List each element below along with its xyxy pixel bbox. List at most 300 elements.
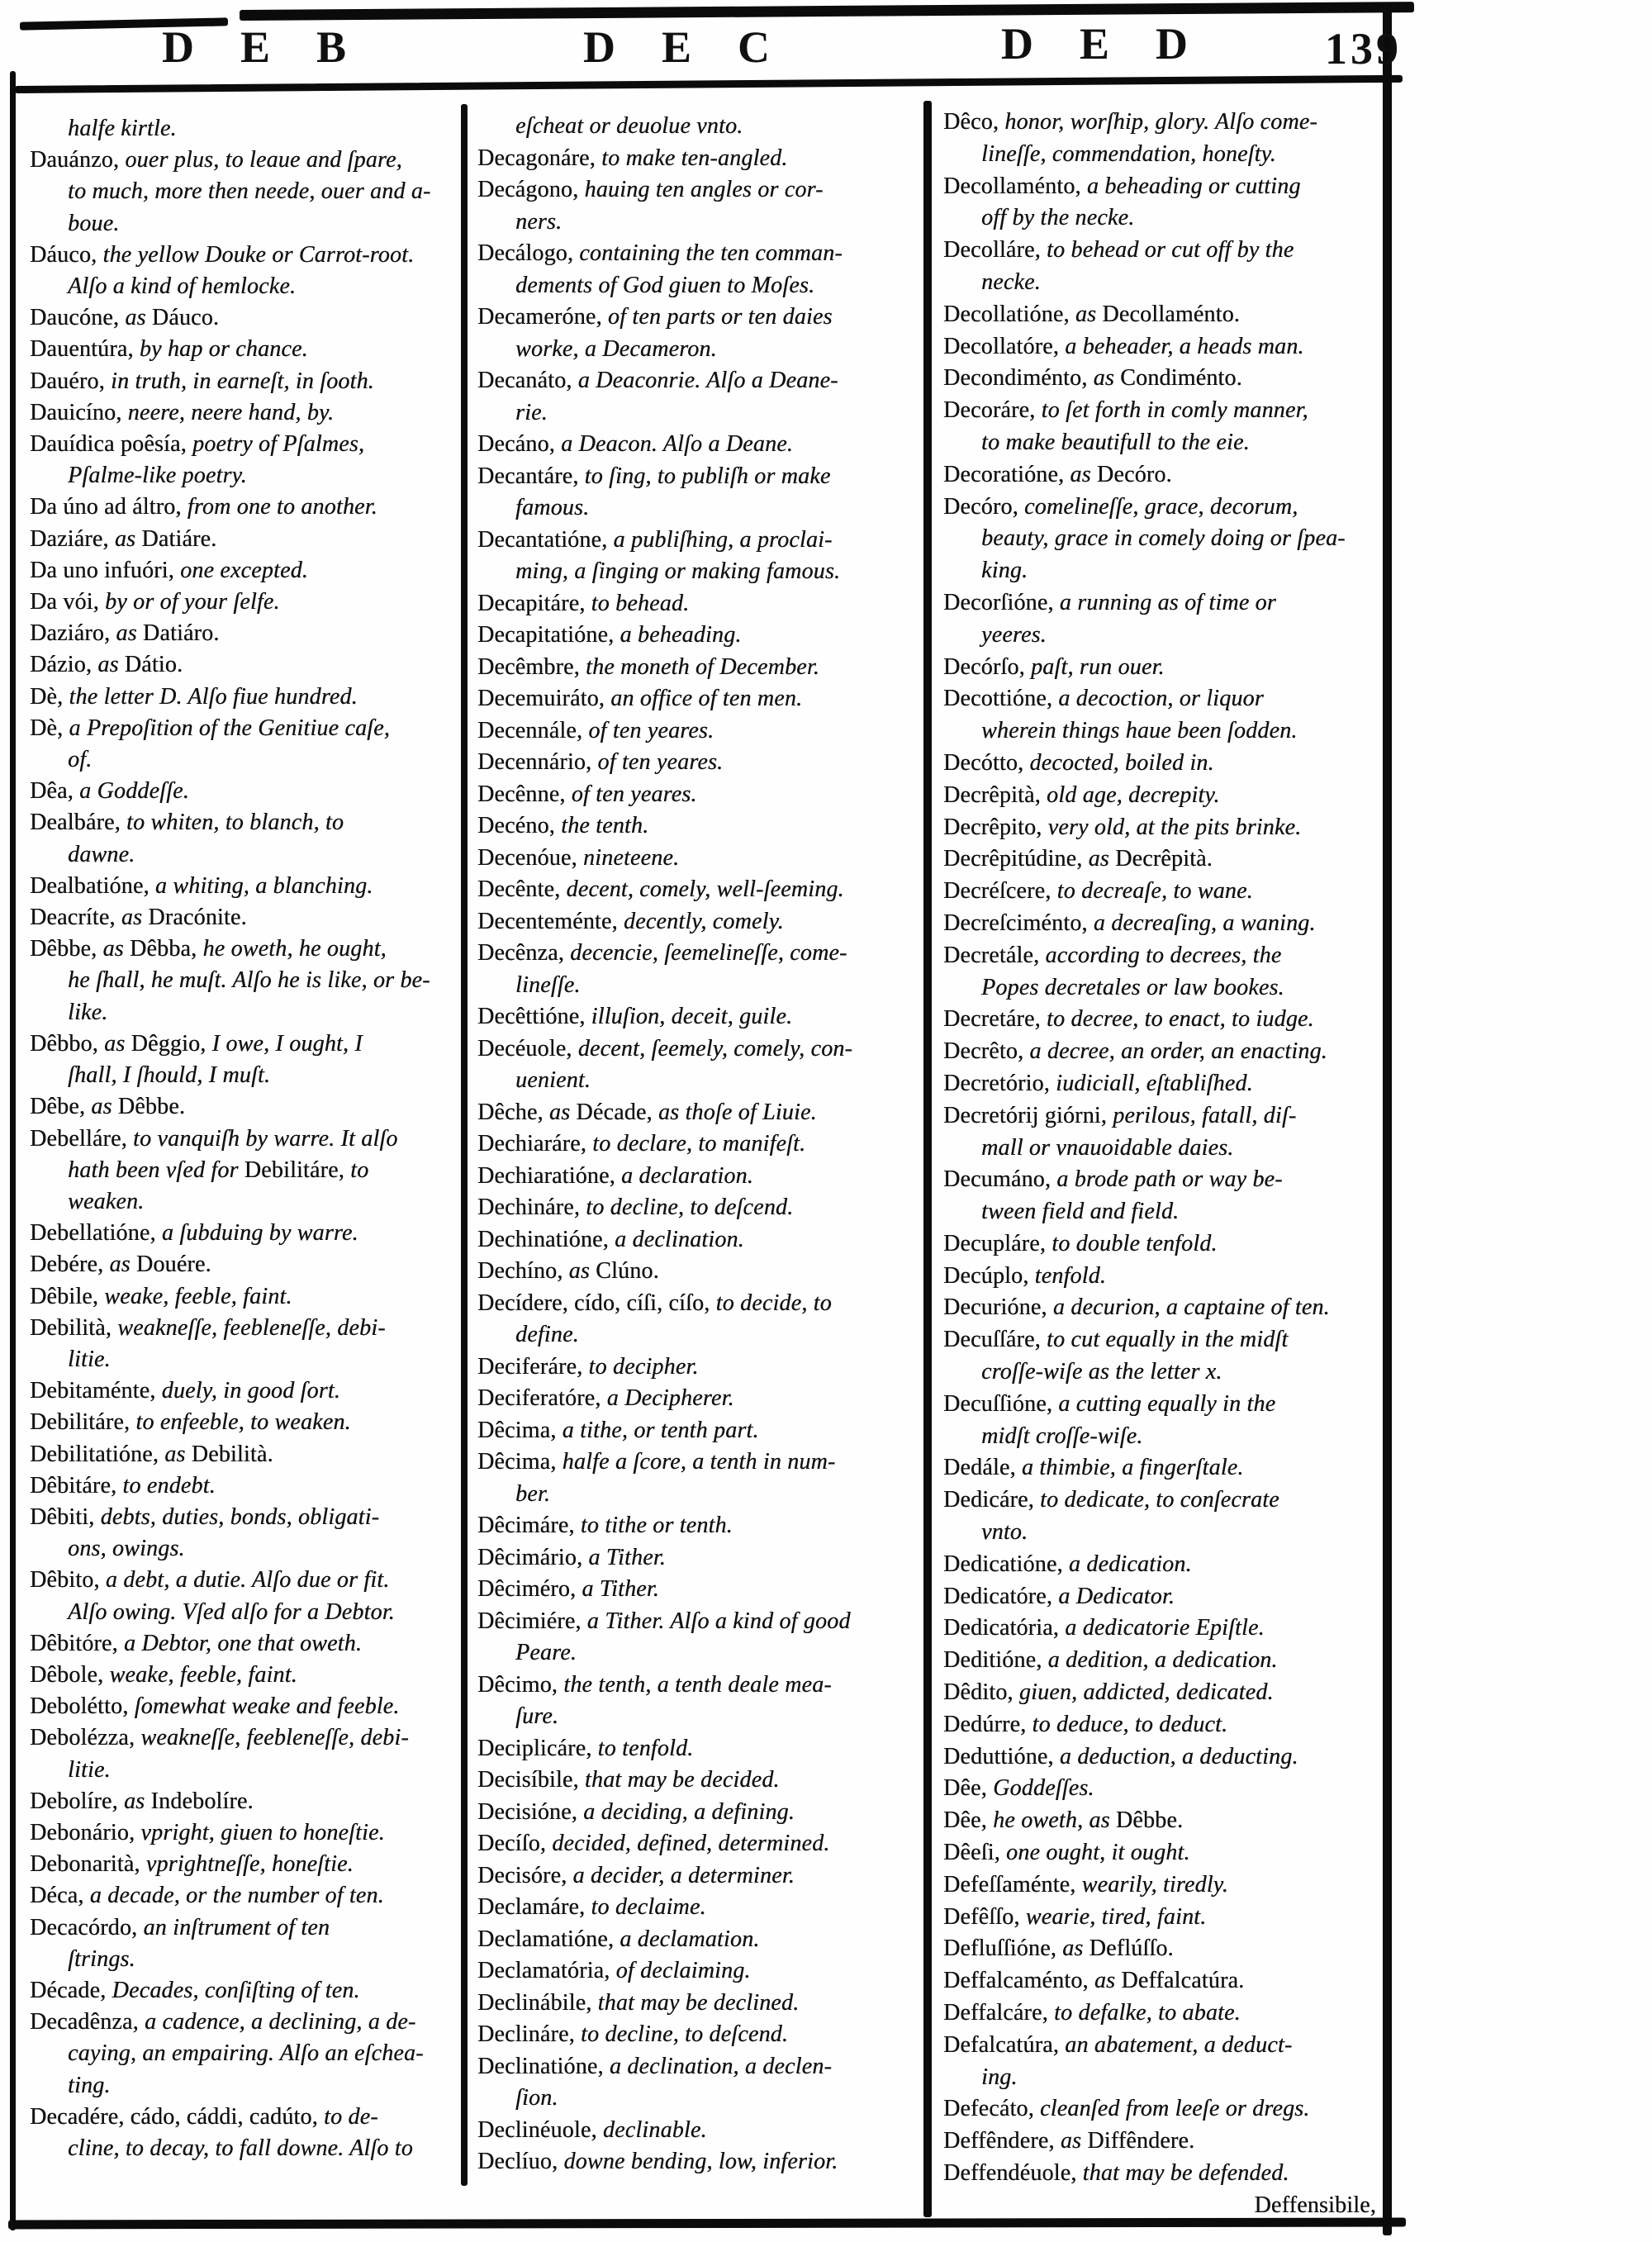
headword-text: Declamatióne, [477, 1926, 620, 1952]
continuation-line [30, 2133, 463, 2164]
entry-line [943, 1164, 1381, 1196]
gloss-text: as thoſe of Liuie. [657, 1099, 817, 1125]
continuation-line [943, 1133, 1381, 1165]
gloss-text: to [350, 1157, 369, 1183]
entry-line [477, 1510, 923, 1542]
headword-text: Dauídica poêsía, [30, 431, 192, 458]
entry-line [477, 1955, 923, 1988]
continuation-line [477, 1319, 923, 1351]
entry-line [477, 1797, 923, 1829]
headword-text: Defêſſo, [943, 1903, 1026, 1930]
continuation-line [477, 111, 923, 143]
headword-text: Dedále, [943, 1455, 1022, 1481]
headword-text: Decapitáre, [477, 590, 591, 616]
headword-text: Decisóre, [477, 1862, 573, 1888]
headword-text: Deflúſſo. [1089, 1936, 1174, 1962]
entry-line [477, 1765, 923, 1797]
entry-line [943, 1965, 1381, 1997]
gloss-text: to decline, to deſcend. [586, 1195, 794, 1220]
gloss-text: weake, feeble, faint. [109, 1661, 297, 1688]
gloss-text: ouer plus, to leaue and ſpare, [125, 147, 402, 173]
headword-text: Dêbiti, [30, 1503, 101, 1530]
continuation-line [477, 397, 923, 430]
entry-line [30, 1849, 463, 1880]
gloss-text: of ten parts or ten daies [607, 304, 833, 330]
gloss-text: of ten yeares. [588, 717, 714, 743]
headword-text: Debilità. [191, 1441, 273, 1467]
gloss-text: that may be declined. [597, 1989, 800, 2016]
gloss-text: lineſſe. [515, 971, 581, 998]
gloss-text: ſion. [515, 2085, 558, 2111]
headword-text: Decrêpità, [943, 781, 1047, 808]
gloss-text: to ſet forth in comly manner, [1041, 397, 1308, 424]
headword-text: Decrêpito, [943, 814, 1048, 840]
entry-line [943, 1068, 1381, 1100]
gloss-text: as [123, 1788, 151, 1814]
entry-line [943, 1805, 1381, 1837]
headword-text: Decisióne, [477, 1798, 584, 1825]
gloss-text: the tenth, a tenth deale mea- [563, 1671, 832, 1698]
headword-text: Declíuo, [477, 2149, 564, 2174]
entry-line [477, 143, 923, 175]
headword-text: Debére, [30, 1252, 110, 1278]
gloss-text: a declination, a declen- [609, 2053, 833, 2079]
gloss-text: decent, ſeemely, comely, con- [577, 1035, 853, 1062]
gloss-text: wherein things haue been ſodden. [981, 718, 1298, 744]
headword-text: Dedúrre, [943, 1711, 1032, 1737]
gloss-text: litie. [68, 1346, 111, 1372]
running-header-ded: DED [1001, 19, 1235, 69]
gloss-text: litie. [68, 1756, 111, 1783]
continuation-line [477, 1065, 923, 1097]
entry-line [30, 1691, 463, 1722]
entry-line [943, 652, 1381, 684]
entry-line [477, 238, 923, 270]
headword-text: Decantatióne, [477, 526, 614, 553]
gloss-text: illuſion, deceit, guile. [591, 1004, 793, 1029]
continuation-line [477, 270, 923, 302]
gloss-text: king. [981, 558, 1028, 584]
headword-text: Deacríte, [30, 905, 121, 931]
headword-text: Decrêto, [943, 1038, 1030, 1065]
headword-text: Debolétto, [30, 1693, 135, 1720]
headword-text: Dauánzo, [30, 147, 126, 173]
gloss-text: to decide, to [715, 1290, 832, 1316]
headword-text: Dêciméro, [477, 1576, 582, 1602]
headword-text: Decuſſióne, [943, 1390, 1059, 1417]
entry-line [30, 1407, 463, 1438]
entry-line [943, 1389, 1381, 1421]
entry-line [477, 2019, 923, 2051]
gloss-text: Decades, conſiſting of ten. [112, 1977, 360, 2003]
headword-text: Dêbbe. [117, 1094, 186, 1120]
entry-line [30, 1439, 463, 1470]
headword-text: Dêche, [477, 1099, 549, 1125]
entry-line [477, 302, 923, 334]
gloss-text: to make ten-angled. [601, 145, 788, 171]
gloss-text: a Deaconrie. Alſo a Deane- [577, 368, 838, 393]
gloss-text: define. [515, 1322, 579, 1347]
continuation-line [30, 965, 463, 996]
gloss-text: famous. [515, 495, 590, 520]
continuation-line [477, 1479, 923, 1511]
gloss-text: a dedication. [1068, 1551, 1192, 1577]
gloss-text: I owe, I ought, I [211, 1030, 363, 1057]
headword-text: Deffensibile, [1254, 2192, 1376, 2218]
gloss-text: a beheader, a heads man. [1065, 333, 1304, 359]
gloss-text: an inſtrument of ten [143, 1914, 330, 1940]
headword-text: Da uno infuóri, [30, 557, 181, 583]
entry-line [943, 331, 1381, 363]
entry-line [477, 1860, 923, 1893]
entry-line [943, 459, 1381, 492]
entry-line [943, 876, 1381, 908]
continuation-line [943, 715, 1381, 748]
continuation-line [943, 427, 1381, 459]
gloss-text: to behead. [591, 590, 690, 616]
gloss-text: ons, owings. [68, 1536, 185, 1562]
headword-text: Dechíno, [477, 1258, 569, 1284]
entry-line [477, 1988, 923, 2020]
gloss-text: as [102, 936, 130, 962]
headword-text: Decreſciménto, [943, 910, 1094, 936]
gloss-text: containing the ten comman- [579, 240, 843, 266]
gloss-text: ber. [515, 1480, 551, 1507]
gloss-text: neere, neere hand, by. [127, 399, 335, 425]
gloss-text: to deduce, to deduct. [1032, 1711, 1228, 1737]
gloss-text: lineſſe, commendation, honeſty. [981, 140, 1276, 167]
continuation-line [30, 1944, 463, 1975]
headword-text: Declinábile, [477, 1989, 598, 2016]
gloss-text: as [116, 620, 143, 647]
entry-line [30, 1091, 463, 1123]
headword-text: Déca, [30, 1883, 90, 1909]
entry-line [30, 524, 463, 555]
gloss-text: duely, in good ſort. [161, 1378, 340, 1404]
continuation-line [30, 271, 463, 302]
headword-text: Decupláre, [943, 1230, 1052, 1256]
headword-text: Dechinatióne, [477, 1226, 615, 1252]
gloss-text: iudiciall, eſtabliſhed. [1056, 1070, 1253, 1096]
entry-line [943, 1869, 1381, 1902]
entry-line [943, 1452, 1381, 1484]
entry-line [943, 2158, 1381, 2190]
headword-text: Décade, [30, 1977, 112, 2003]
gloss-text: one excepted. [180, 557, 309, 583]
entry-line [477, 1670, 923, 1702]
entry-line [477, 683, 923, 715]
entry-line [477, 1606, 923, 1638]
headword-text: Dáuco, [30, 241, 103, 268]
entry-line [30, 1123, 463, 1155]
gloss-text: vprightneſſe, honeſtie. [145, 1851, 354, 1878]
entry-line [477, 1097, 923, 1129]
continuation-line [30, 1155, 463, 1186]
headword-text: Decéuole, [477, 1035, 578, 1062]
gloss-text: a Tither. [582, 1576, 659, 1602]
gloss-text: comelineſſe, grace, decorum, [1024, 493, 1298, 520]
headword-text: Decennário, [477, 749, 598, 775]
gloss-text: to decreaſe, to wane. [1056, 878, 1253, 905]
entry-line [30, 587, 463, 618]
entry-line [943, 587, 1381, 620]
gloss-text: weakneſſe, feebleneſſe, debi- [117, 1314, 386, 1341]
gloss-text: weakneſſe, feebleneſſe, debi- [140, 1725, 409, 1751]
entry-line [943, 235, 1381, 267]
headword-text: Dedicáre, [943, 1487, 1041, 1513]
gloss-text: a dedicatorie Epiſtle. [1065, 1615, 1265, 1641]
entry-line [30, 555, 463, 587]
headword-text: Debilitatióne, [30, 1441, 165, 1467]
entry-line [30, 2102, 463, 2133]
headword-text: Dechiaráre, [477, 1131, 593, 1157]
gloss-text: a decreaſing, a waning. [1093, 910, 1316, 936]
continuation-line [943, 523, 1381, 555]
gloss-text: of ten yeares. [571, 781, 697, 807]
headword-text: Decenteménte, [477, 908, 624, 934]
headword-text: Dázio, [30, 652, 98, 678]
headword-text: Decênza, [477, 940, 571, 966]
continuation-line [943, 1196, 1381, 1228]
headword-text: Dechináre, [477, 1195, 586, 1220]
headword-text: Decêttióne, [477, 1004, 591, 1029]
gloss-text: he ſhall, he muſt. Alſo he is like, or be- [68, 967, 430, 994]
entry-line [30, 1470, 463, 1502]
headword-text: Decrêpitúdine, [943, 846, 1089, 872]
entry-line [477, 938, 923, 970]
gloss-text: as [104, 1030, 131, 1057]
entry-line [30, 240, 463, 271]
entry-line [477, 1733, 923, 1765]
headword-text: Decretále, [943, 942, 1046, 968]
entry-line [477, 1924, 923, 1956]
page-number: 139 [1325, 24, 1402, 74]
gloss-text: downe bending, low, inferior. [563, 2149, 838, 2174]
gloss-text: as [1070, 461, 1097, 487]
gloss-text: to decree, to enact, to iudge. [1047, 1006, 1314, 1033]
gloss-text: an office of ten men. [610, 686, 803, 711]
gloss-text: to double tenfold. [1051, 1230, 1218, 1256]
headword-text: Decanáto, [477, 368, 578, 393]
headword-text: Dè, [30, 683, 69, 710]
gloss-text: uenient. [515, 1067, 591, 1093]
gloss-text: the tenth. [561, 813, 649, 838]
headword-text: Decágono, [477, 177, 585, 202]
entry-line [477, 747, 923, 779]
gloss-text: to endebt. [122, 1472, 216, 1499]
gloss-text: one ought, it ought. [1006, 1840, 1190, 1866]
continuation-line [30, 176, 463, 207]
gloss-text: midſt croſſe-wiſe. [981, 1423, 1143, 1449]
entry-line [943, 1997, 1381, 2030]
running-header-deb: DEB [162, 22, 393, 72]
headword-text: Decottióne, [943, 686, 1059, 712]
entry-line [943, 1228, 1381, 1261]
dictionary-column-dec [477, 111, 923, 2178]
gloss-text: honor, worſhip, glory. Alſo come- [1004, 109, 1317, 135]
entry-line [943, 843, 1381, 876]
gloss-text: Alſo a kind of hemlocke. [68, 273, 297, 300]
headword-text: Dêco, [943, 109, 1005, 135]
headword-text: Dátio. [124, 652, 183, 678]
entry-line [943, 1549, 1381, 1581]
entry-line [943, 748, 1381, 780]
headword-text: Dedicatóre, [943, 1583, 1059, 1609]
entry-line [943, 363, 1381, 395]
headword-text: Dêcimário, [477, 1544, 589, 1570]
entry-line [30, 1313, 463, 1344]
entry-line [477, 810, 923, 843]
continuation-line [943, 1356, 1381, 1389]
headword-text: Decóro. [1096, 461, 1172, 487]
headword-text: Decuſſáre, [943, 1327, 1047, 1353]
gloss-text: as [548, 1099, 577, 1125]
entry-line [477, 843, 923, 875]
headword-text: Condiménto. [1120, 365, 1242, 392]
headword-text: Decíſo, [477, 1831, 553, 1856]
headword-text: Debolézza, [30, 1725, 141, 1751]
entry-line [477, 1542, 923, 1575]
continuation-line [943, 1421, 1381, 1453]
headword-text: Clúno. [596, 1258, 659, 1284]
entry-line [477, 715, 923, 748]
gloss-text: from one to another. [187, 494, 377, 520]
entry-line [30, 776, 463, 807]
headword-text: Dedicatióne, [943, 1551, 1069, 1577]
entry-line [943, 1613, 1381, 1645]
entry-line [943, 1709, 1381, 1741]
headword-text: Decadére, cádo, cáddi, cadúto, [30, 2103, 325, 2130]
headword-text: Dedicatória, [943, 1615, 1066, 1641]
gloss-text: rie. [515, 399, 548, 425]
headword-text: Dêbito, [30, 1567, 106, 1594]
headword-text: Dracónite. [148, 905, 247, 931]
headword-text: Dêbile, [30, 1283, 105, 1309]
continuation-line [30, 1597, 463, 1628]
entry-line [477, 652, 923, 684]
column-divider-2 [923, 101, 932, 2217]
entry-line [943, 940, 1381, 972]
gloss-text: vnto. [981, 1519, 1028, 1546]
gloss-text: to much, more then neede, ouer and a- [68, 178, 431, 205]
headword-text: Decumáno, [943, 1166, 1057, 1193]
entry-line [30, 682, 463, 713]
gloss-text: beauty, grace in comely doing or ſpea- [981, 525, 1346, 552]
gloss-text: perilous, fatall, diſ- [1113, 1102, 1297, 1128]
entry-line [30, 334, 463, 365]
continuation-line [477, 334, 923, 366]
entry-line [477, 2146, 923, 2178]
entry-line [477, 365, 923, 397]
headword-text: Decolláre, [943, 237, 1047, 264]
entry-line [30, 366, 463, 397]
headword-text: Deffendéuole, [943, 2160, 1083, 2186]
gloss-text: giuen, addicted, dedicated. [1018, 1679, 1274, 1706]
headword-text: Decenóue, [477, 844, 583, 871]
gloss-text: wearily, tiredly. [1081, 1871, 1228, 1898]
entry-line [943, 1773, 1381, 1805]
continuation-line [477, 207, 923, 239]
continuation-line [943, 1517, 1381, 1549]
entry-line [477, 1224, 923, 1256]
headword-text: Decollatióne, [943, 301, 1075, 327]
headword-text: Declinéuole, [477, 2116, 603, 2143]
headword-text: Decoráre, [943, 397, 1042, 424]
gloss-text: ſure. [515, 1703, 559, 1729]
gloss-text: old age, decrepity. [1047, 781, 1220, 808]
gloss-text: mall or vnauoidable daies. [981, 1134, 1234, 1161]
gloss-text: as [121, 905, 149, 931]
gloss-text: cline, to decay, to fall downe. Alſo to [68, 2135, 413, 2161]
entry-line [477, 1033, 923, 1066]
entry-line [477, 1446, 923, 1479]
entry-line [30, 145, 463, 176]
entry-line [943, 2126, 1381, 2158]
headword-text: Debonarità, [30, 1851, 146, 1878]
entry-line [30, 1628, 463, 1660]
headword-text: Decórſo, [943, 653, 1031, 680]
continuation-line [943, 555, 1381, 587]
gloss-text: a Tither. Alſo a kind of good [586, 1608, 851, 1634]
gloss-text: the moneth of December. [586, 653, 820, 680]
gloss-text: to decipher. [588, 1353, 699, 1380]
headword-text: Decagonáre, [477, 145, 602, 171]
gloss-text: Pſalme-like poetry. [68, 463, 247, 489]
entry-line [477, 1383, 923, 1415]
gloss-text: decencie, ſeemelineſſe, come- [570, 940, 847, 966]
entry-line [30, 1565, 463, 1596]
gloss-text: weaken. [68, 1188, 145, 1214]
gloss-text: a declaration. [621, 1162, 753, 1189]
headword-text: Decrêpità. [1115, 846, 1213, 872]
entry-line [943, 908, 1381, 940]
gloss-text: as [1060, 2128, 1088, 2154]
gloss-text: a whiting, a blanching. [154, 872, 373, 899]
headword-text: Decêmbre, [477, 653, 586, 680]
gloss-text: a decoction, or liquor [1058, 686, 1264, 712]
gloss-text: as [1075, 301, 1103, 327]
headword-text: Dêcima, [477, 1449, 563, 1475]
headword-text: Decollaménto, [943, 173, 1087, 199]
headword-text: Dêcimáre, [477, 1513, 581, 1538]
headword-text: Decótto, [943, 749, 1030, 776]
gloss-text: to tenfold. [597, 1735, 694, 1761]
gloss-text: to enfeeble, to weaken. [135, 1409, 351, 1436]
gloss-text: a decurion, a captaine of ten. [1052, 1294, 1330, 1321]
entry-line [30, 1722, 463, 1754]
headword-text: Daziáro, [30, 620, 116, 647]
headword-text: Decálogo, [477, 240, 580, 266]
continuation-line [943, 2062, 1381, 2094]
gloss-text: to decline, to deſcend. [581, 2021, 789, 2047]
headword-text: Debonário, [30, 1819, 141, 1845]
gloss-text: a brode path or way be- [1056, 1166, 1283, 1193]
gloss-text: eſcheat or deuolue vnto. [515, 113, 743, 139]
headword-text: Dauicíno, [30, 399, 128, 425]
headword-text: Decollatóre, [943, 333, 1066, 359]
headword-text: Dêbitáre, [30, 1472, 123, 1499]
entry-line [477, 2115, 923, 2147]
right-border-rule [1383, 5, 1392, 2235]
gloss-text: in truth, in earneſt, in ſooth. [111, 368, 374, 394]
entry-line [30, 302, 463, 334]
entry-line [477, 588, 923, 620]
headword-text: Deciferáre, [477, 1353, 589, 1380]
entry-line [30, 1880, 463, 1912]
entry-line [943, 1324, 1381, 1356]
gloss-text: very old, at the pits brinke. [1047, 814, 1302, 840]
entry-line [477, 525, 923, 557]
